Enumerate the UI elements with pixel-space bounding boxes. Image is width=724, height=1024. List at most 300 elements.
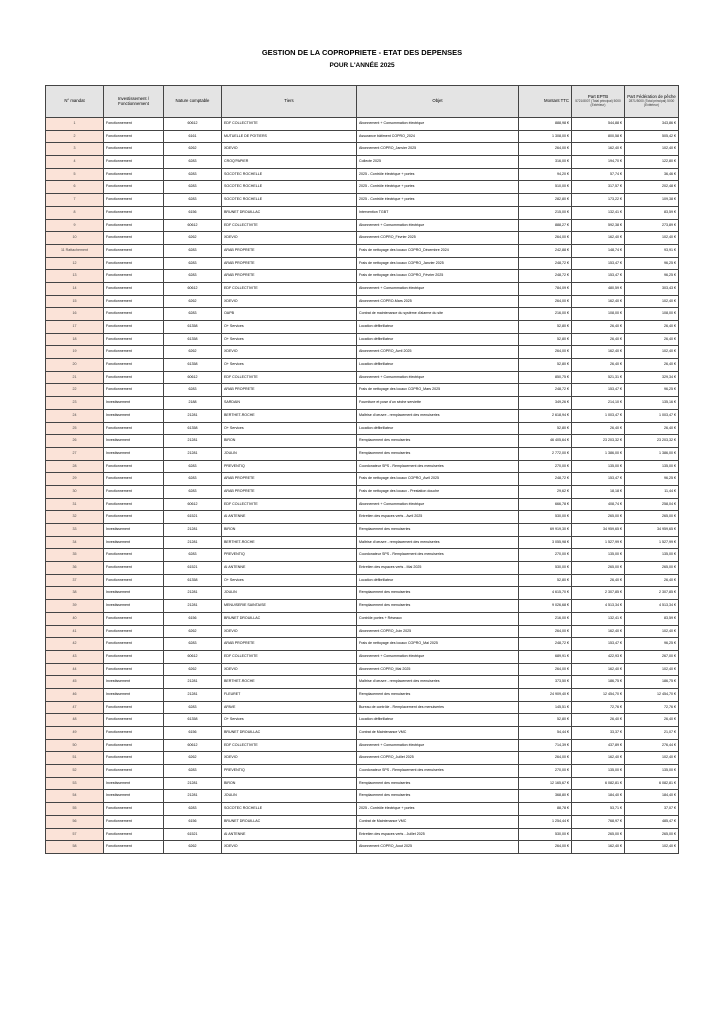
table-row: [46, 168, 679, 181]
table-row: [46, 688, 679, 701]
cell-montant: 52,80 €: [519, 574, 572, 587]
cell-tiers: XDEVIO: [222, 663, 357, 676]
cell-objet: Abonnement COPRO_Avril 2025: [357, 346, 519, 359]
cell-montant: 216,00 €: [519, 612, 572, 625]
cell-tiers: ARAB PROPRETE: [222, 244, 357, 257]
cell-tiers: ARAB PROPRETE: [222, 485, 357, 498]
cell-federation: 186,75 €: [625, 676, 679, 689]
cell-mandat: 25: [46, 422, 104, 435]
cell-montant: 282,80 €: [519, 194, 572, 207]
cell-type: Fonctionnement: [104, 625, 164, 638]
cell-mandat: 41: [46, 625, 104, 638]
cell-eptb: 26,40 €: [572, 359, 625, 372]
cell-mandat: 58: [46, 841, 104, 854]
cell-mandat: 5: [46, 168, 104, 181]
cell-type: Investissement: [104, 409, 164, 422]
cell-montant: 530,00 €: [519, 828, 572, 841]
header-montant: Montant TTC: [519, 86, 572, 118]
cell-type: Fonctionnement: [104, 270, 164, 283]
cell-federation: 135,00 €: [625, 765, 679, 778]
cell-nature: 6283: [164, 244, 222, 257]
table-row: [46, 219, 679, 232]
cell-eptb: 480,59 €: [572, 282, 625, 295]
cell-type: Fonctionnement: [104, 460, 164, 473]
table-row: [46, 485, 679, 498]
table-row: [46, 777, 679, 790]
table-row: [46, 511, 679, 524]
cell-mandat: 2: [46, 130, 104, 143]
cell-tiers: JOULIN: [222, 447, 357, 460]
cell-montant: 264,00 €: [519, 295, 572, 308]
cell-eptb: 26,40 €: [572, 714, 625, 727]
cell-nature: 6262: [164, 295, 222, 308]
cell-type: Fonctionnement: [104, 803, 164, 816]
cell-nature: 61358: [164, 714, 222, 727]
cell-tiers: EDF COLLECTIVITE: [222, 282, 357, 295]
cell-objet: Contrat de Maintenance VMC: [357, 815, 519, 828]
cell-objet: Frais de nettoyage des locaux COPRO_Janvier 2025: [357, 257, 519, 270]
cell-federation: 122,80 €: [625, 156, 679, 169]
table-row: [46, 803, 679, 816]
cell-eptb: 57,74 €: [572, 168, 625, 181]
cell-montant: 4 615,70 €: [519, 587, 572, 600]
cell-objet: Abonnement + Consommation électrique: [357, 650, 519, 663]
cell-montant: 270,00 €: [519, 549, 572, 562]
cell-tiers: BERTHET-ROCHE: [222, 676, 357, 689]
cell-objet: Abonnement COPRO_Janvier 2025: [357, 143, 519, 156]
cell-objet: Assurance bâtiment COPRO_2024: [357, 130, 519, 143]
header-eptb: [572, 86, 625, 118]
cell-mandat: 57: [46, 828, 104, 841]
cell-tiers: XDEVIO: [222, 346, 357, 359]
cell-eptb: 33,37 €: [572, 727, 625, 740]
table-row: [46, 359, 679, 372]
cell-eptb: 214,10 €: [572, 397, 625, 410]
cell-montant: 248,72 €: [519, 384, 572, 397]
table-row: [46, 536, 679, 549]
cell-mandat: 8: [46, 206, 104, 219]
cell-eptb: 184,40 €: [572, 790, 625, 803]
cell-mandat: 52: [46, 765, 104, 778]
cell-federation: 485,47 €: [625, 815, 679, 828]
table-row: [46, 371, 679, 384]
cell-montant: 52,80 €: [519, 321, 572, 334]
cell-mandat: 40: [46, 612, 104, 625]
expenses-table: [45, 85, 679, 854]
cell-mandat: 36: [46, 562, 104, 575]
cell-eptb: 153,47 €: [572, 270, 625, 283]
cell-nature: 6262: [164, 232, 222, 245]
cell-objet: Contrat de maintenance du système d'alarme du site: [357, 308, 519, 321]
cell-mandat: 20: [46, 359, 104, 372]
table-row: [46, 270, 679, 283]
table-row: [46, 460, 679, 473]
cell-tiers: PREVENTIQ: [222, 549, 357, 562]
cell-federation: 21,07 €: [625, 727, 679, 740]
cell-tiers: BERTHET-ROCHE: [222, 536, 357, 549]
cell-nature: 21281: [164, 790, 222, 803]
table-row: [46, 194, 679, 207]
header-federation-label: Part Fédération de pêche: [627, 94, 676, 100]
cell-mandat: 4: [46, 156, 104, 169]
cell-montant: 88,78 €: [519, 803, 572, 816]
cell-eptb: 265,00 €: [572, 562, 625, 575]
cell-tiers: JOULIN: [222, 587, 357, 600]
cell-federation: 6 082,81 €: [625, 777, 679, 790]
cell-nature: 6262: [164, 346, 222, 359]
cell-tiers: BIRON: [222, 435, 357, 448]
cell-objet: Location défibrillateur: [357, 321, 519, 334]
cell-mandat: 54: [46, 790, 104, 803]
cell-nature: 61358: [164, 422, 222, 435]
table-row: [46, 562, 679, 575]
cell-objet: Frais de nettoyage des locaux COPRO_Avril 2025: [357, 473, 519, 486]
cell-tiers: EDF COLLECTIVITE: [222, 498, 357, 511]
cell-objet: Remplacement des menuiseries: [357, 777, 519, 790]
header-type: Investissement / Fonctionnement: [104, 86, 164, 118]
cell-mandat: 43: [46, 650, 104, 663]
cell-federation: 102,40 €: [625, 346, 679, 359]
cell-federation: 276,44 €: [625, 739, 679, 752]
cell-mandat: 35: [46, 549, 104, 562]
cell-nature: 6283: [164, 765, 222, 778]
cell-montant: 373,50 €: [519, 676, 572, 689]
cell-type: Fonctionnement: [104, 219, 164, 232]
cell-objet: Remplacement des menuiseries: [357, 524, 519, 537]
cell-objet: Location défibrillateur: [357, 574, 519, 587]
cell-tiers: ARAB PROPRETE: [222, 473, 357, 486]
cell-nature: 6262: [164, 143, 222, 156]
cell-federation: 102,40 €: [625, 295, 679, 308]
cell-eptb: 53,71 €: [572, 803, 625, 816]
header-eptb-sub: 5721/8007 (Total principal) 5000 (Extérieur): [575, 99, 621, 107]
table-row: [46, 244, 679, 257]
cell-type: Fonctionnement: [104, 333, 164, 346]
cell-federation: 135,16 €: [625, 397, 679, 410]
cell-tiers: XDEVIO: [222, 752, 357, 765]
cell-montant: 349,26 €: [519, 397, 572, 410]
cell-montant: 264,00 €: [519, 663, 572, 676]
table-row: [46, 118, 679, 131]
cell-type: Fonctionnement: [104, 371, 164, 384]
cell-mandat: 47: [46, 701, 104, 714]
cell-objet: Abonnement COPRO-Mars 2025: [357, 295, 519, 308]
cell-montant: 1 308,00 €: [519, 130, 572, 143]
cell-tiers: SOCOTEC ROCHELLE: [222, 168, 357, 181]
cell-montant: 12 165,67 €: [519, 777, 572, 790]
table-row: [46, 714, 679, 727]
cell-eptb: 4 513,34 €: [572, 600, 625, 613]
cell-type: Fonctionnement: [104, 244, 164, 257]
cell-type: Fonctionnement: [104, 308, 164, 321]
cell-type: Investissement: [104, 790, 164, 803]
header-mandat: N° mandat: [46, 86, 104, 118]
cell-montant: 888,98 €: [519, 118, 572, 131]
cell-federation: 184,40 €: [625, 790, 679, 803]
cell-type: Fonctionnement: [104, 232, 164, 245]
cell-objet: Frais de nettoyage des locaux COPRO_Février 2025: [357, 270, 519, 283]
cell-eptb: 135,00 €: [572, 765, 625, 778]
cell-tiers: APAVE: [222, 701, 357, 714]
cell-nature: 60612: [164, 650, 222, 663]
cell-tiers: SOCOTEC ROCHELLE: [222, 181, 357, 194]
cell-type: Fonctionnement: [104, 321, 164, 334]
cell-nature: 6283: [164, 308, 222, 321]
cell-eptb: 26,40 €: [572, 321, 625, 334]
cell-mandat: 31: [46, 498, 104, 511]
table-row: [46, 130, 679, 143]
cell-mandat: 16: [46, 308, 104, 321]
cell-montant: 850,75 €: [519, 371, 572, 384]
cell-tiers: EDF COLLECTIVITE: [222, 118, 357, 131]
cell-mandat: 37: [46, 574, 104, 587]
cell-mandat: 19: [46, 346, 104, 359]
cell-federation: 265,00 €: [625, 562, 679, 575]
cell-mandat: 49: [46, 727, 104, 740]
cell-nature: 6283: [164, 701, 222, 714]
cell-type: Investissement: [104, 587, 164, 600]
cell-montant: 9 026,68 €: [519, 600, 572, 613]
cell-tiers: EDF COLLECTIVITE: [222, 219, 357, 232]
cell-objet: Entretien des espaces verts - Mai 2025: [357, 562, 519, 575]
cell-eptb: 135,00 €: [572, 549, 625, 562]
cell-nature: 6283: [164, 460, 222, 473]
cell-mandat: 50: [46, 739, 104, 752]
cell-federation: 83,59 €: [625, 612, 679, 625]
cell-montant: 2 618,94 €: [519, 409, 572, 422]
cell-type: Investissement: [104, 676, 164, 689]
cell-tiers: BRUNET DROUILLAC: [222, 727, 357, 740]
cell-federation: 1 386,00 €: [625, 447, 679, 460]
cell-mandat: 42: [46, 638, 104, 651]
table-row: [46, 638, 679, 651]
cell-tiers: BRUNET DROUILLAC: [222, 612, 357, 625]
table-row: [46, 612, 679, 625]
table-row: [46, 181, 679, 194]
cell-montant: 94,20 €: [519, 168, 572, 181]
cell-montant: 54,44 €: [519, 727, 572, 740]
cell-objet: Abonnement + Consommation électrique: [357, 498, 519, 511]
cell-federation: 36,46 €: [625, 168, 679, 181]
cell-type: Investissement: [104, 777, 164, 790]
cell-type: Fonctionnement: [104, 739, 164, 752]
cell-eptb: 153,47 €: [572, 473, 625, 486]
cell-montant: 368,80 €: [519, 790, 572, 803]
cell-mandat: 38: [46, 587, 104, 600]
cell-eptb: 153,47 €: [572, 257, 625, 270]
cell-nature: 6283: [164, 168, 222, 181]
cell-objet: Abonnement + Consommation électrique: [357, 371, 519, 384]
cell-nature: 61358: [164, 321, 222, 334]
cell-montant: 52,80 €: [519, 422, 572, 435]
cell-montant: 784,09 €: [519, 282, 572, 295]
cell-nature: 21281: [164, 524, 222, 537]
cell-tiers: OAPB: [222, 308, 357, 321]
cell-eptb: 173,22 €: [572, 194, 625, 207]
cell-nature: 6156: [164, 612, 222, 625]
cell-eptb: 422,93 €: [572, 650, 625, 663]
cell-tiers: PREVENTIQ: [222, 765, 357, 778]
page-title: GESTION DE LA COPROPRIETE - ETAT DES DEPENSES: [261, 48, 463, 57]
cell-eptb: 153,47 €: [572, 384, 625, 397]
cell-federation: 23 203,32 €: [625, 435, 679, 448]
cell-type: Fonctionnement: [104, 168, 164, 181]
table-row: [46, 663, 679, 676]
cell-federation: 26,40 €: [625, 321, 679, 334]
cell-type: Fonctionnement: [104, 841, 164, 854]
cell-eptb: 132,41 €: [572, 612, 625, 625]
cell-federation: 26,40 €: [625, 333, 679, 346]
cell-montant: 666,78 €: [519, 498, 572, 511]
cell-tiers: AI ANTENNE: [222, 562, 357, 575]
cell-tiers: BRUNET DROUILLAC: [222, 815, 357, 828]
cell-nature: 21281: [164, 536, 222, 549]
table-row: [46, 321, 679, 334]
table-row: [46, 397, 679, 410]
cell-montant: 264,00 €: [519, 841, 572, 854]
cell-federation: 96,25 €: [625, 638, 679, 651]
cell-objet: Coordonateur SPS - Remplacement des menuiseries: [357, 460, 519, 473]
cell-type: Fonctionnement: [104, 663, 164, 676]
cell-nature: 61358: [164, 333, 222, 346]
cell-tiers: SARDAIN: [222, 397, 357, 410]
cell-montant: 248,72 €: [519, 473, 572, 486]
cell-mandat: 53: [46, 777, 104, 790]
cell-federation: 258,04 €: [625, 498, 679, 511]
cell-type: Fonctionnement: [104, 346, 164, 359]
cell-montant: 52,80 €: [519, 333, 572, 346]
cell-type: Fonctionnement: [104, 359, 164, 372]
cell-type: Fonctionnement: [104, 143, 164, 156]
cell-type: Fonctionnement: [104, 130, 164, 143]
cell-tiers: JOULIN: [222, 790, 357, 803]
cell-montant: 264,00 €: [519, 752, 572, 765]
cell-eptb: 23 203,32 €: [572, 435, 625, 448]
cell-objet: Abonnement + Consommation électrique: [357, 739, 519, 752]
cell-nature: 6283: [164, 257, 222, 270]
cell-nature: 6283: [164, 270, 222, 283]
cell-eptb: 162,40 €: [572, 841, 625, 854]
cell-type: Investissement: [104, 600, 164, 613]
cell-nature: 60612: [164, 118, 222, 131]
cell-mandat: 46: [46, 688, 104, 701]
cell-federation: 102,40 €: [625, 143, 679, 156]
cell-federation: 505,42 €: [625, 130, 679, 143]
cell-nature: 6283: [164, 638, 222, 651]
cell-tiers: ARAB PROPRETE: [222, 257, 357, 270]
cell-mandat: 12: [46, 257, 104, 270]
cell-nature: 6262: [164, 625, 222, 638]
table-row: [46, 156, 679, 169]
cell-objet: Location défibrillateur: [357, 422, 519, 435]
cell-objet: Maîtrise d'oeuvre - remplacement des menuiseries: [357, 536, 519, 549]
cell-type: Fonctionnement: [104, 650, 164, 663]
cell-eptb: 437,89 €: [572, 739, 625, 752]
cell-type: Fonctionnement: [104, 574, 164, 587]
cell-eptb: 592,38 €: [572, 219, 625, 232]
table-row: [46, 625, 679, 638]
cell-nature: 6161: [164, 130, 222, 143]
cell-type: Fonctionnement: [104, 156, 164, 169]
cell-federation: 11,44 €: [625, 485, 679, 498]
cell-objet: Bureau de contrôle - Remplacement des menuiseries: [357, 701, 519, 714]
cell-objet: Remplacement des menuiseries: [357, 447, 519, 460]
cell-eptb: 800,58 €: [572, 130, 625, 143]
cell-nature: 21281: [164, 409, 222, 422]
cell-montant: 248,72 €: [519, 638, 572, 651]
cell-eptb: 132,41 €: [572, 206, 625, 219]
cell-tiers: ARAB PROPRETE: [222, 384, 357, 397]
table-row: [46, 524, 679, 537]
cell-type: Fonctionnement: [104, 612, 164, 625]
cell-eptb: 162,40 €: [572, 346, 625, 359]
cell-mandat: 7: [46, 194, 104, 207]
cell-federation: 1 527,99 €: [625, 536, 679, 549]
cell-tiers: XDEVIO: [222, 143, 357, 156]
table-row: [46, 473, 679, 486]
cell-mandat: 17: [46, 321, 104, 334]
cell-nature: 6283: [164, 473, 222, 486]
cell-eptb: 135,00 €: [572, 460, 625, 473]
cell-montant: 1 254,44 €: [519, 815, 572, 828]
cell-mandat: 15: [46, 295, 104, 308]
cell-federation: 34 959,65 €: [625, 524, 679, 537]
cell-tiers: AI ANTENNE: [222, 828, 357, 841]
cell-montant: 242,88 €: [519, 244, 572, 257]
cell-tiers: BERTHET-ROCHE: [222, 409, 357, 422]
cell-nature: 6283: [164, 803, 222, 816]
cell-nature: 21281: [164, 435, 222, 448]
cell-nature: 60612: [164, 498, 222, 511]
cell-federation: 102,40 €: [625, 752, 679, 765]
cell-montant: 530,00 €: [519, 562, 572, 575]
cell-eptb: 1 003,47 €: [572, 409, 625, 422]
cell-tiers: BRUNET DROUILLAC: [222, 206, 357, 219]
cell-tiers: MENUISERIE SAINTAISE: [222, 600, 357, 613]
cell-eptb: 186,75 €: [572, 676, 625, 689]
cell-eptb: 26,40 €: [572, 422, 625, 435]
cell-objet: 2025 - Contrôle électrique + portes: [357, 803, 519, 816]
cell-nature: 60612: [164, 282, 222, 295]
cell-federation: 26,40 €: [625, 714, 679, 727]
table-row: [46, 409, 679, 422]
cell-eptb: 162,40 €: [572, 625, 625, 638]
cell-montant: 216,00 €: [519, 308, 572, 321]
cell-type: Fonctionnement: [104, 498, 164, 511]
cell-nature: 6283: [164, 194, 222, 207]
header-federation-sub: 2871/5000 (Total principal) 5000 (Extérieur): [628, 99, 675, 107]
cell-federation: 96,25 €: [625, 384, 679, 397]
cell-type: Fonctionnement: [104, 828, 164, 841]
cell-eptb: 162,40 €: [572, 143, 625, 156]
cell-mandat: 13: [46, 270, 104, 283]
cell-tiers: XDEVIO: [222, 295, 357, 308]
cell-objet: Entretien des espaces verts - Avril 2025: [357, 511, 519, 524]
cell-mandat: 51: [46, 752, 104, 765]
cell-eptb: 2 307,85 €: [572, 587, 625, 600]
table-row: [46, 701, 679, 714]
cell-montant: 264,00 €: [519, 625, 572, 638]
cell-type: Fonctionnement: [104, 194, 164, 207]
cell-montant: 46 405,64 €: [519, 435, 572, 448]
page-subtitle: POUR L'ANNÉE 2025: [329, 62, 395, 69]
cell-mandat: 30: [46, 485, 104, 498]
cell-federation: 96,25 €: [625, 473, 679, 486]
table-row: [46, 308, 679, 321]
cell-nature: 6156: [164, 206, 222, 219]
cell-eptb: 1 386,00 €: [572, 447, 625, 460]
cell-federation: 303,43 €: [625, 282, 679, 295]
